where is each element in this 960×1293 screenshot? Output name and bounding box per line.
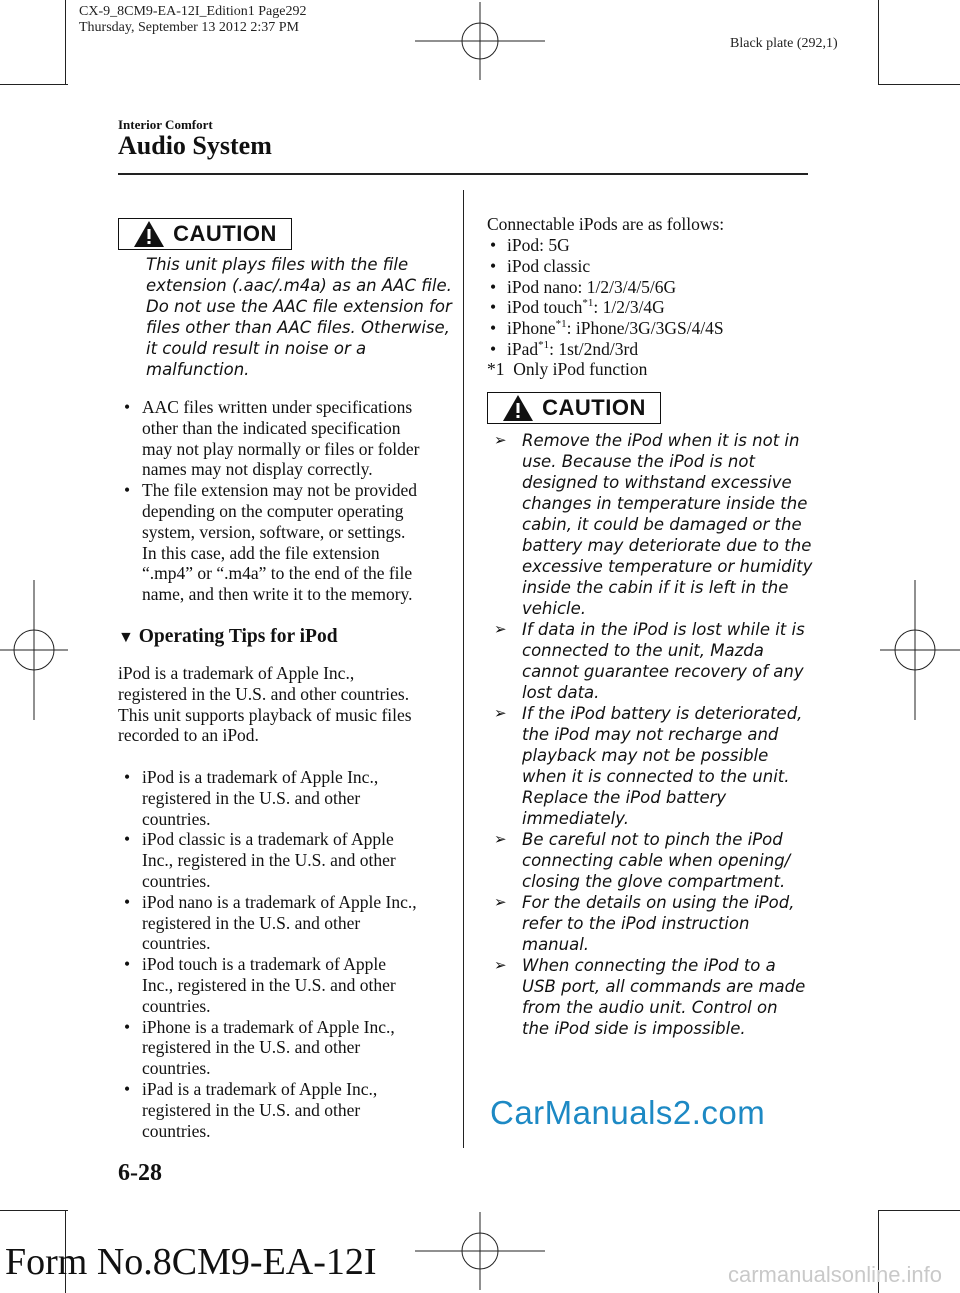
list-line: countries. — [142, 933, 211, 954]
list-line: inside the cabin if it is left in the — [522, 578, 789, 597]
registration-mark-top — [415, 2, 545, 80]
warning-triangle-icon — [502, 394, 534, 422]
footnote-ref: *1 — [538, 339, 550, 352]
list-line: countries. — [142, 870, 211, 891]
paragraph-line: This unit supports playback of music files — [118, 704, 412, 725]
list-item — [487, 297, 807, 318]
footnote-ref: *1 — [555, 318, 567, 331]
caution-box-right — [487, 392, 661, 424]
list-line: the iPod may not recharge and — [522, 725, 779, 744]
list-item — [487, 339, 807, 360]
list-line: countries. — [142, 995, 211, 1016]
caution-line: files other than AAC files. Otherwise, — [146, 318, 450, 337]
arrow-bullet-icon: ➢ — [494, 893, 507, 911]
list-line: iPod nano is a trademark of Apple Inc., — [142, 891, 417, 912]
list-line: registered in the U.S. and other — [142, 1099, 361, 1120]
list-item — [120, 1017, 460, 1079]
watermark: CarManuals2.com — [490, 1094, 766, 1131]
list-item — [488, 892, 818, 955]
list-line: other than the indicated specification — [142, 417, 401, 438]
list-line: manual. — [522, 935, 590, 954]
caution-box-left — [118, 218, 292, 250]
list-item — [120, 1079, 460, 1141]
list-line: Inc., registered in the U.S. and other — [142, 850, 396, 871]
list-line: countries. — [142, 1120, 211, 1141]
list-item — [120, 767, 460, 829]
list-line: countries. — [142, 808, 211, 829]
paragraph-line: iPod is a trademark of Apple Inc., — [118, 663, 355, 683]
date-line: Thursday, September 13 2012 2:37 PM — [79, 20, 299, 35]
list-line: vehicle. — [522, 599, 587, 618]
bullet-icon: • — [124, 954, 131, 975]
bullet-icon: • — [124, 767, 131, 787]
warning-triangle-icon — [133, 220, 165, 248]
bullet-icon: • — [490, 338, 497, 359]
connectable-ipods-intro: Connectable iPods are as follows: — [487, 214, 725, 234]
list-line: when it is connected to the unit. — [522, 767, 790, 786]
list-line: connecting cable when opening/ — [522, 851, 791, 870]
ipod-model: iPhone — [507, 318, 556, 339]
ipod-model: iPod touch — [507, 297, 583, 318]
list-item — [488, 955, 818, 1039]
list-line: refer to the iPod instruction — [522, 914, 750, 933]
bullet-icon: • — [490, 276, 497, 297]
ipod-generations: : 1/2/3/4G — [593, 297, 665, 318]
plate-label: Black plate (292,1) — [730, 36, 838, 51]
bullet-icon: • — [124, 397, 131, 417]
list-line: “.mp4” or “.m4a” to the end of the file — [142, 563, 413, 584]
ipod-model: iPod classic — [507, 255, 591, 276]
list-line: In this case, add the file extension — [142, 542, 380, 563]
list-line: iPod is a trademark of Apple Inc., — [142, 767, 379, 787]
bullet-icon: • — [124, 480, 131, 501]
list-line: closing the glove compartment. — [522, 872, 786, 891]
list-line: If the iPod battery is deteriorated, — [522, 704, 803, 723]
caution-text-left — [146, 254, 466, 380]
list-line: lost data. — [522, 683, 600, 702]
list-item — [487, 256, 807, 277]
connectable-ipods-list — [487, 235, 807, 360]
list-line: cabin, it could be damaged or the — [522, 515, 802, 534]
list-line: designed to withstand excessive — [522, 473, 792, 492]
caution-line: extension (.aac/.m4a) as an AAC file. — [146, 276, 452, 295]
bullet-icon: • — [490, 235, 497, 255]
list-line: For the details on using the iPod, — [522, 893, 795, 912]
list-line: cannot guarantee recovery of any — [522, 662, 804, 681]
registration-mark-right — [880, 580, 960, 720]
section-label: Interior Comfort — [118, 117, 213, 132]
list-line: Inc., registered in the U.S. and other — [142, 974, 396, 995]
subheading-operating-tips — [118, 626, 338, 648]
list-line: from the audio unit. Control on — [522, 998, 778, 1017]
list-line: may not play normally or files or folder — [142, 438, 420, 459]
list-item — [487, 277, 807, 298]
list-item — [120, 829, 460, 891]
bullet-icon: • — [124, 891, 131, 912]
ipod-model: iPod nano — [507, 276, 578, 297]
list-line: iPhone is a trademark of Apple Inc., — [142, 1016, 395, 1037]
list-item — [120, 480, 460, 605]
ipod-generations: : 5G — [539, 235, 570, 255]
list-line: iPad is a trademark of Apple Inc., — [142, 1078, 378, 1099]
list-line: names may not display correctly. — [142, 459, 373, 480]
file-line: CX-9_8CM9-EA-12I_Edition1 Page292 — [79, 4, 307, 19]
ipod-intro-paragraph — [118, 663, 458, 746]
subheading-text: Operating Tips for iPod — [138, 626, 338, 647]
list-item — [487, 318, 807, 339]
aac-notes-list — [120, 397, 460, 605]
list-line: AAC files written under specifications — [142, 397, 413, 417]
arrow-bullet-icon: ➢ — [494, 830, 507, 848]
list-item — [488, 703, 818, 829]
list-item — [488, 619, 818, 703]
bullet-icon: • — [124, 1016, 131, 1037]
registration-mark-left — [0, 580, 68, 720]
bullet-icon: • — [490, 297, 497, 318]
bullet-icon: • — [490, 318, 497, 339]
ipod-caution-list — [488, 430, 818, 1039]
list-line: USB port, all commands are made — [522, 977, 806, 996]
list-line: When connecting the iPod to a — [522, 956, 776, 975]
list-line: name, and then write it to the memory. — [142, 584, 413, 605]
ipod-model: iPad — [507, 338, 539, 359]
arrow-bullet-icon: ➢ — [494, 704, 507, 722]
paragraph-line: recorded to an iPod. — [118, 725, 259, 746]
ipod-generations: : 1/2/3/4/5/6G — [577, 276, 677, 297]
footnote-ref: *1 — [582, 297, 594, 310]
bullet-icon: • — [124, 1078, 131, 1099]
list-item — [488, 829, 818, 892]
registration-mark-bottom — [415, 1212, 545, 1290]
list-line: iPod classic is a trademark of Apple — [142, 829, 394, 850]
list-line: iPod touch is a trademark of Apple — [142, 954, 386, 975]
trademark-list — [120, 767, 460, 1141]
list-line: connected to the unit, Mazda — [522, 641, 764, 660]
page-title: Audio System — [118, 131, 272, 160]
list-line: countries. — [142, 1058, 211, 1079]
bullet-icon: • — [124, 829, 131, 850]
list-line: registered in the U.S. and other — [142, 1037, 361, 1058]
list-line: use. Because the iPod is not — [522, 452, 755, 471]
list-line: Replace the iPod battery — [522, 788, 727, 807]
list-item — [488, 430, 818, 619]
arrow-bullet-icon: ➢ — [494, 956, 507, 974]
list-line: Remove the iPod when it is not in — [522, 431, 800, 450]
list-line: Be careful not to pinch the iPod — [522, 830, 783, 849]
ipod-generations: : 1st/2nd/3rd — [549, 338, 639, 359]
list-item — [120, 397, 460, 480]
ipod-generations: : iPhone/3G/3GS/4/4S — [566, 318, 724, 339]
caution-label: CAUTION — [542, 395, 646, 420]
list-line: excessive temperature or humidity — [522, 557, 813, 576]
title-rule — [118, 173, 808, 175]
print-file-info — [79, 4, 306, 36]
list-line: If data in the iPod is lost while it is — [522, 620, 805, 639]
list-line: battery may deteriorate due to the — [522, 536, 812, 555]
subheading-marker-icon: ▼ — [118, 629, 134, 646]
list-line: system, version, software, or settings. — [142, 521, 406, 542]
list-line: playback may not be possible — [522, 746, 769, 765]
caution-line: Do not use the AAC file extension for — [146, 297, 452, 316]
list-line: the iPod side is impossible. — [522, 1019, 746, 1038]
list-line: depending on the computer operating — [142, 500, 404, 521]
paragraph-line: registered in the U.S. and other countries. — [118, 683, 410, 704]
list-line: immediately. — [522, 809, 629, 828]
list-item — [487, 235, 807, 256]
list-line: changes in temperature inside the — [522, 494, 808, 513]
list-line: registered in the U.S. and other — [142, 787, 361, 808]
list-line: The file extension may not be provided — [142, 480, 418, 501]
site-watermark: carmanualsonline.info — [728, 1262, 943, 1287]
page-number: 6-28 — [118, 1160, 162, 1186]
ipod-model: iPod — [507, 235, 540, 255]
bullet-icon: • — [490, 255, 497, 276]
list-line: registered in the U.S. and other — [142, 912, 361, 933]
caution-label: CAUTION — [173, 221, 277, 246]
caution-line: it could result in noise or a — [146, 339, 367, 358]
form-number: Form No.8CM9-EA-12I — [5, 1241, 377, 1283]
caution-line: This unit plays files with the file — [146, 255, 409, 274]
arrow-bullet-icon: ➢ — [494, 620, 507, 638]
list-item — [120, 954, 460, 1016]
caution-line: malfunction. — [146, 360, 250, 379]
arrow-bullet-icon: ➢ — [494, 431, 507, 449]
list-item — [120, 892, 460, 954]
footnote: *1 Only iPod function — [487, 359, 648, 379]
